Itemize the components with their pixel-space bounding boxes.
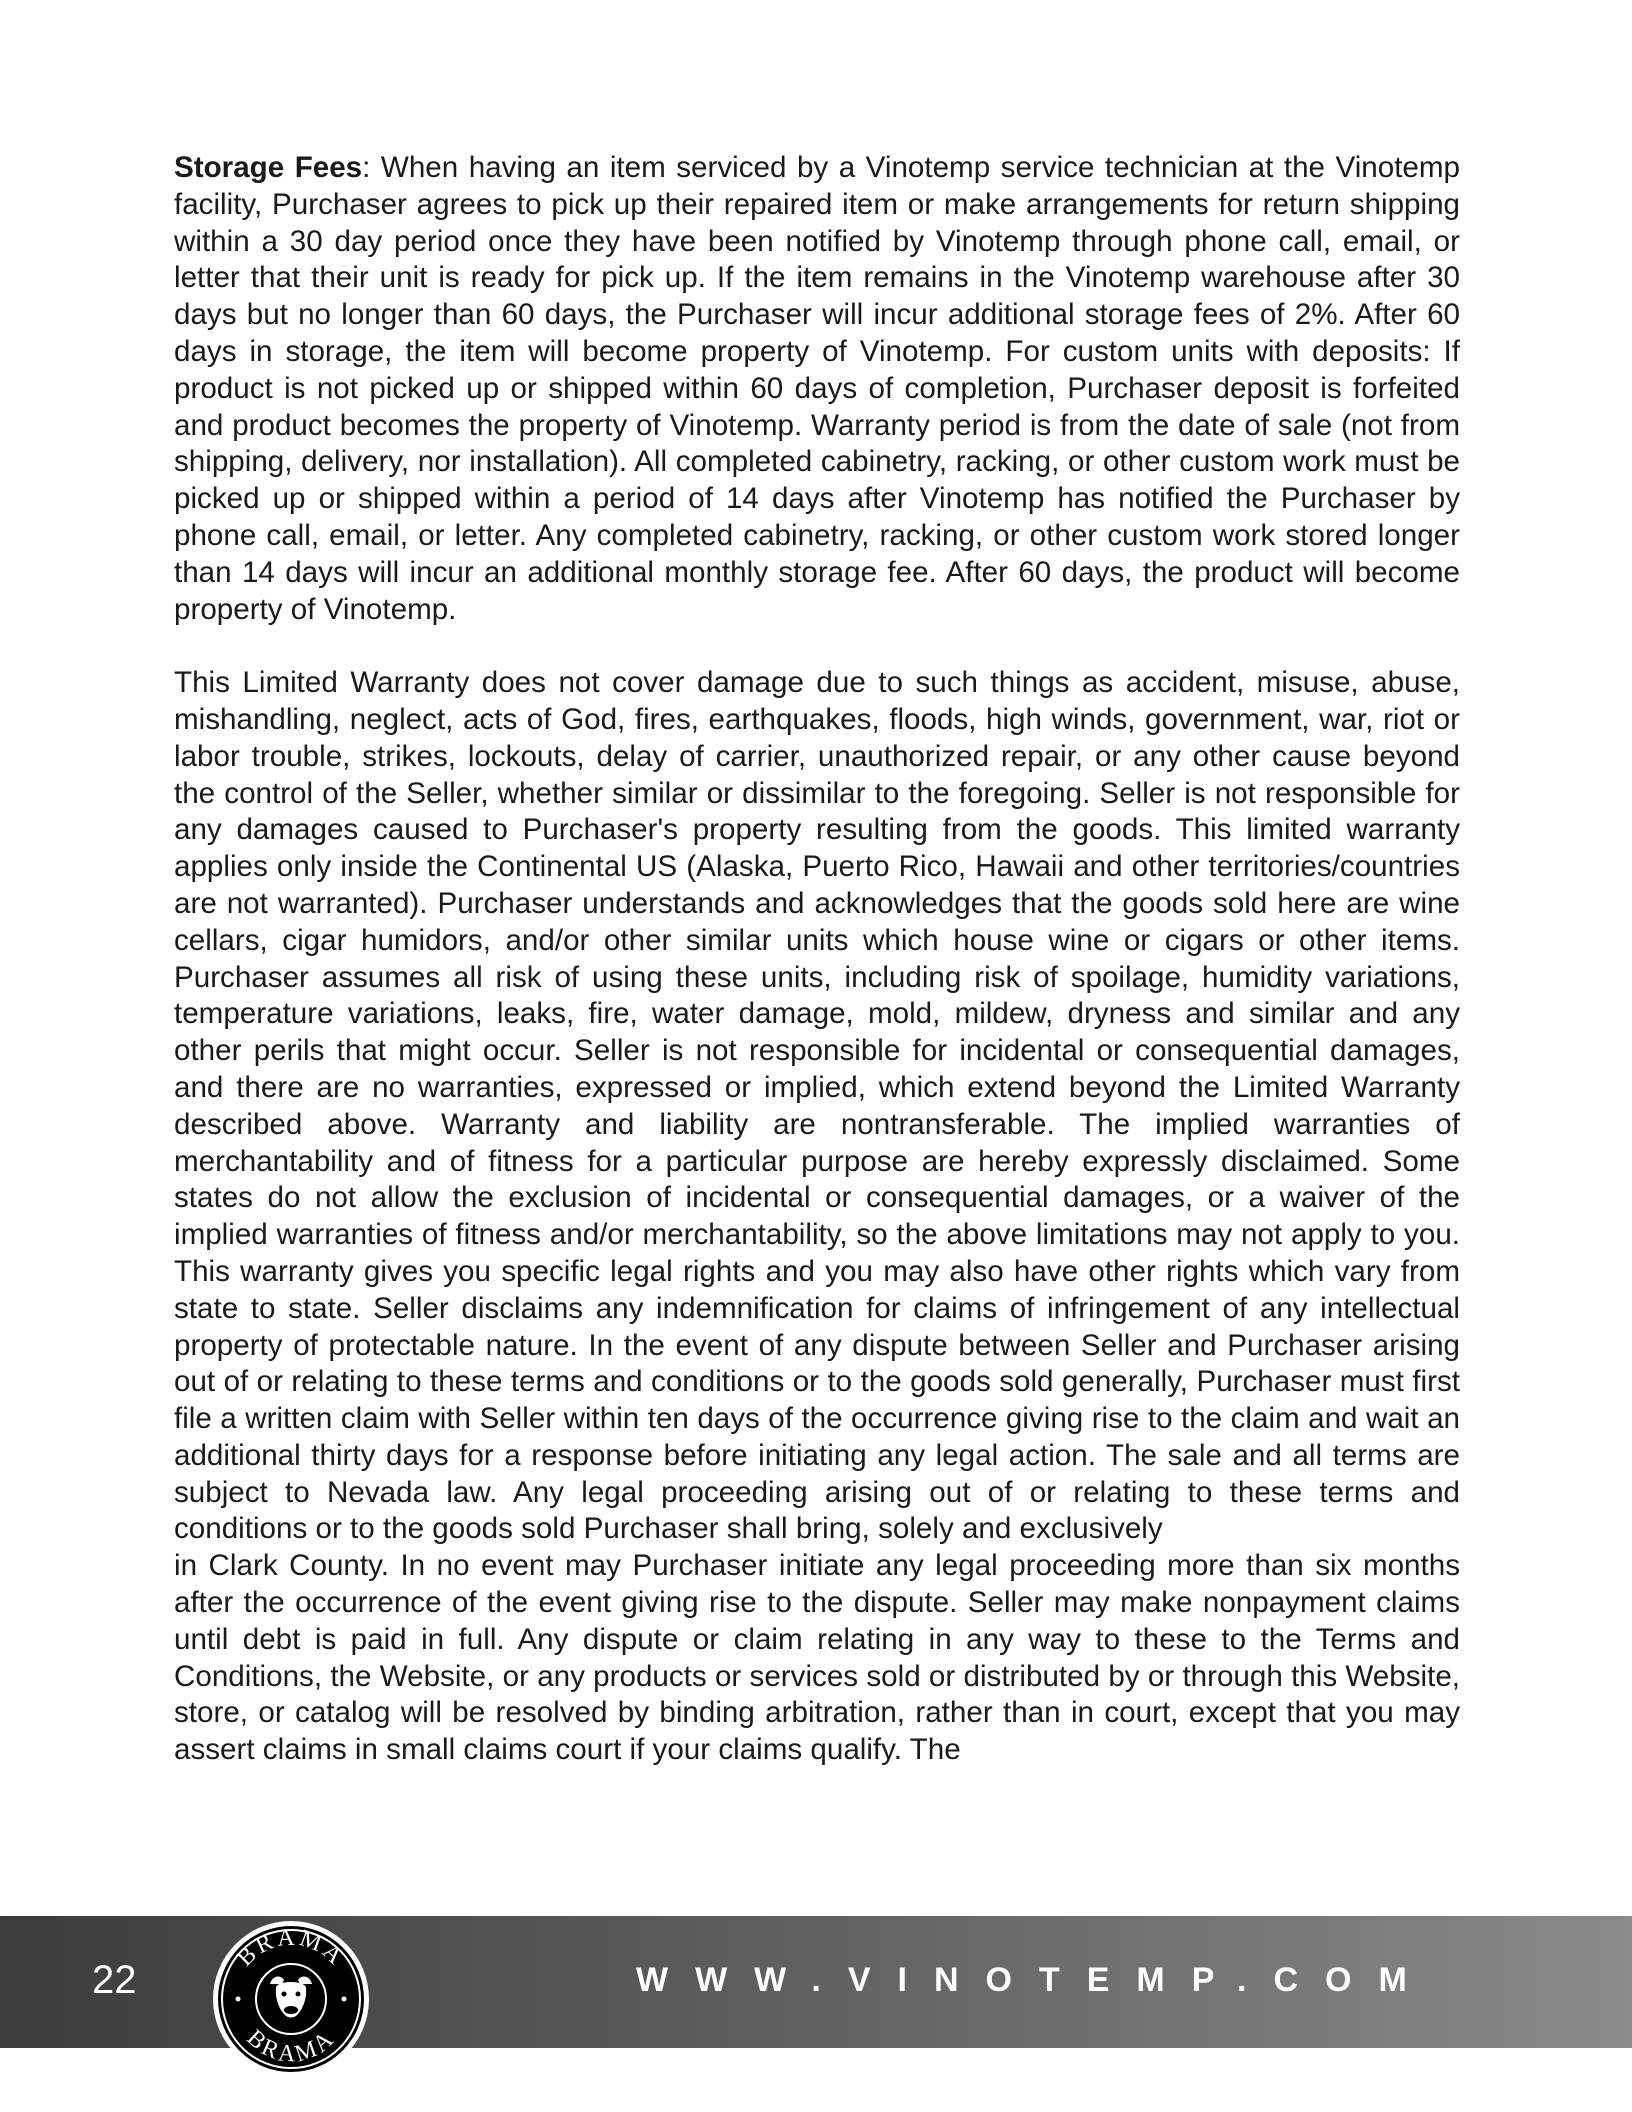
document-body (174, 150, 1460, 1769)
limited-warranty-continuation: in Clark County. In no event may Purchaser initiate any legal proceeding more than six months after the occurrence of the event giving rise to the dispute. Seller may make nonpayment claims until debt is paid in full. Any dispute or claim relating in any way to these to the Terms and Conditions, the Website, or any products or services sold or distributed by or through this Website, store, or catalog will be resolved by binding arbitration, rather than in court, except that you may assert claims in small claims court if your claims qualify. The (174, 1549, 1460, 1767)
website-url[interactable]: WWW.VINOTEMP.COM (636, 1961, 1434, 1999)
storage-fees-heading: Storage Fees (174, 151, 363, 184)
page-footer (0, 1916, 1632, 2068)
page-number: 22 (92, 1958, 137, 2002)
brama-logo (210, 1918, 372, 2080)
storage-fees-text: : When having an item serviced by a Vinotemp service technician at the Vinotemp facility, Purchaser agrees to pick up their repaired item or make arrangements for return shipping within a 30 day period once they have been notified by Vinotemp through phone call, email, or letter that their unit is ready for pick up. If the item remains in the Vinotemp warehouse after 30 days but no longer than 60 days, the Purchaser will incur additional storage fees of 2%. After 60 days in storage, the item will become property of Vinotemp. For custom units with deposits: If product is not picked up or shipped within 60 days of completion, Purchaser deposit is forfeited and product becomes the property of Vinotemp. Warranty period is from the date of sale (not from shipping, delivery, nor installation). All completed cabinetry, racking, or other custom work must be picked up or shipped within a period of 14 days after Vinotemp has notified the Purchaser by phone call, email, or letter. Any completed cabinetry, racking, or other custom work stored longer than 14 days will incur an additional monthly storage fee. After 60 days, the product will become property of Vinotemp. (174, 151, 1461, 626)
logo-text-top: BRAMA (232, 1924, 350, 1972)
storage-fees-paragraph (174, 150, 1460, 628)
logo-text-bottom: BRAMA (241, 2024, 341, 2068)
limited-warranty-paragraph: This Limited Warranty does not cover damage due to such things as accident, misuse, abuse, mishandling, neglect, acts of God, fires, earthquakes, floods, high winds, government, war, riot or labor trouble, strikes, lockouts, delay of carrier, unauthorized repair, or any other cause beyond the control of the Seller, whether similar or dissimilar to the foregoing. Seller is not responsible for any damages caused to Purchaser's property resulting from the goods. This limited warranty applies only inside the Continental US (Alaska, Puerto Rico, Hawaii and other territories/countries are not warranted). Purchaser understands and acknowledges that the goods sold here are wine cellars, cigar humidors, and/or other similar units which house wine or cigars or other items. Purchaser assumes all risk of using these units, including risk of spoilage, humidity variations, temperature variations, leaks, fire, water damage, mold, mildew, dryness and similar and any other perils that might occur. Seller is not responsible for incidental or consequential damages, and there are no warranties, expressed or implied, which extend beyond the Limited Warranty described above. Warranty and liability are nontransferable. The implied warranties of merchantability and of fitness for a particular purpose are hereby expressly disclaimed. Some states do not allow the exclusion of incidental or consequential damages, or a waiver of the implied warranties of fitness and/or merchantability, so the above limitations may not apply to you. This warranty gives you specific legal rights and you may also have other rights which vary from state to state. Seller disclaims any indemnification for claims of infringement of any intellectual property of protectable nature. In the event of any dispute between Seller and Purchaser arising out of or relating to these terms and conditions or to the goods sold generally, Purchaser must first file a written claim with Seller within ten days of the occurrence giving rise to the claim and wait an additional thirty days for a response before initiating any legal action. The sale and all terms are subject to Nevada law. Any legal proceeding arising out of or relating to these terms and conditions or to the goods sold Purchaser shall bring, solely and exclusively (174, 666, 1460, 1546)
